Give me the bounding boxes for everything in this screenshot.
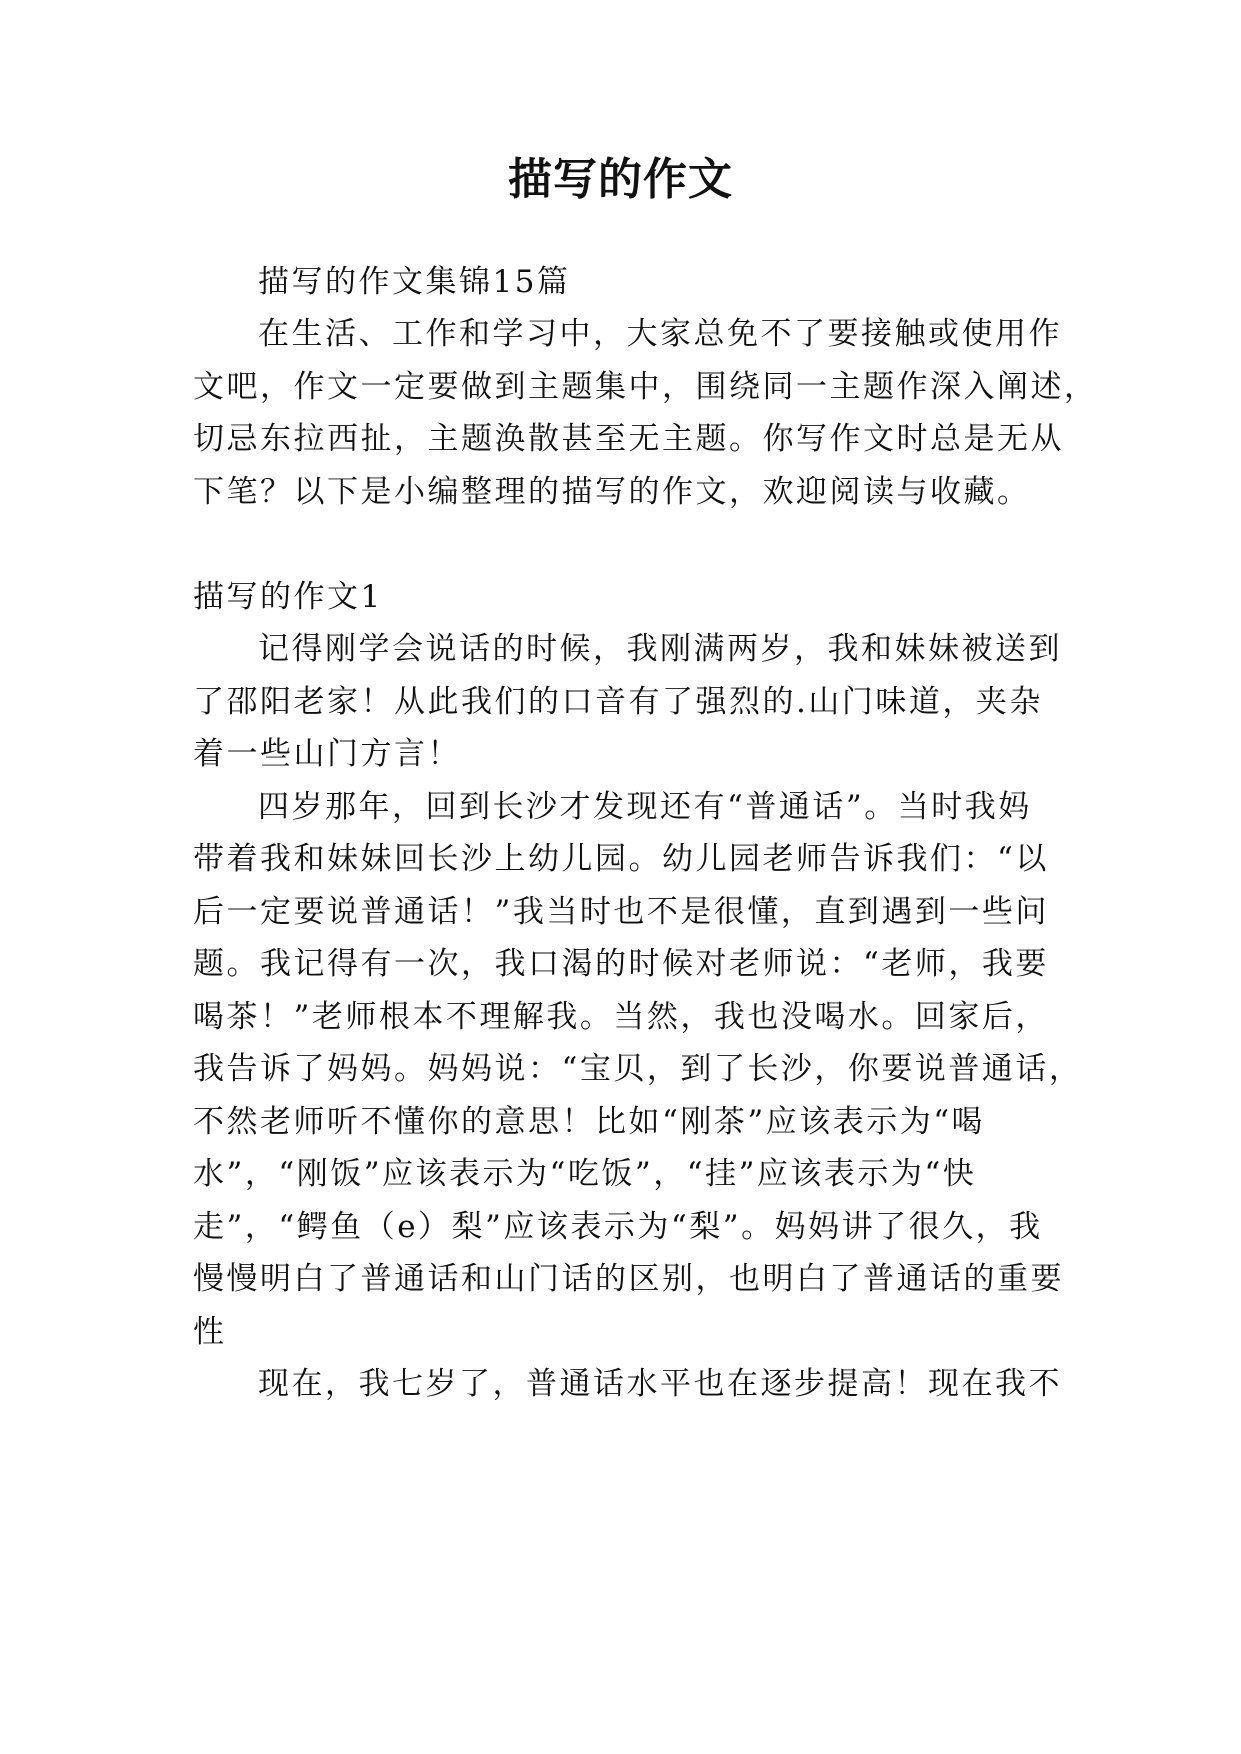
paragraph-2-line-5: 喝茶！”老师根本不理解我。当然，我也没喝水。回家后，	[193, 999, 1049, 1035]
intro-line-3: 切忌东拉西扯，主题涣散甚至无主题。你写作文时总是无从	[193, 421, 1064, 457]
paragraph-3-line-1: 现在，我七岁了，普通话水平也在逐步提高！现在我不	[258, 1366, 1062, 1402]
paragraph-2-line-9: 走”，“鳄鱼（e）梨”应该表示为“梨”。妈妈讲了很久，我	[193, 1209, 1043, 1245]
paragraph-2-line-2: 带着我和妹妹回长沙上幼儿园。幼儿园老师告诉我们：“以	[193, 841, 1049, 877]
paragraph-2-line-8: 水”，“刚饭”应该表示为“吃饭”，“挂”应该表示为“快	[193, 1156, 977, 1192]
intro-line-2: 文吧，作文一定要做到主题集中，围绕同一主题作深入阐述，	[193, 369, 1098, 405]
paragraph-2-line-7: 不然老师听不懂你的意思！比如“刚茶”应该表示为“喝	[193, 1104, 986, 1140]
paragraph-2-line-11: 性	[193, 1314, 227, 1350]
paragraph-2-line-4: 题。我记得有一次，我口渴的时候对老师说：“老师，我要	[193, 946, 1049, 982]
intro-line-1: 在生活、工作和学习中，大家总免不了要接触或使用作	[258, 316, 1062, 352]
paragraph-1-line-3: 着一些山门方言！	[193, 736, 461, 772]
document-title: 描写的作文	[508, 154, 733, 205]
section-heading: 描写的作文1	[193, 579, 383, 615]
paragraph-1-line-1: 记得刚学会说话的时候，我刚满两岁，我和妹妹被送到	[258, 631, 1062, 667]
paragraph-2-line-3: 后一定要说普通话！”我当时也不是很懂，直到遇到一些问	[193, 894, 1049, 930]
paragraph-1-line-2: 了邵阳老家！从此我们的口音有了强烈的.山门味道，夹杂	[193, 684, 1043, 720]
paragraph-2-line-6: 我告诉了妈妈。妈妈说：“宝贝，到了长沙，你要说普通话，	[193, 1051, 1083, 1087]
document-subtitle: 描写的作文集锦15篇	[258, 264, 571, 300]
paragraph-2-line-10: 慢慢明白了普通话和山门话的区别，也明白了普通话的重要	[193, 1261, 1064, 1297]
paragraph-2-line-1: 四岁那年，回到长沙才发现还有“普通话”。当时我妈	[258, 789, 1032, 825]
intro-line-4: 下笔？以下是小编整理的描写的作文，欢迎阅读与收藏。	[193, 474, 1031, 510]
